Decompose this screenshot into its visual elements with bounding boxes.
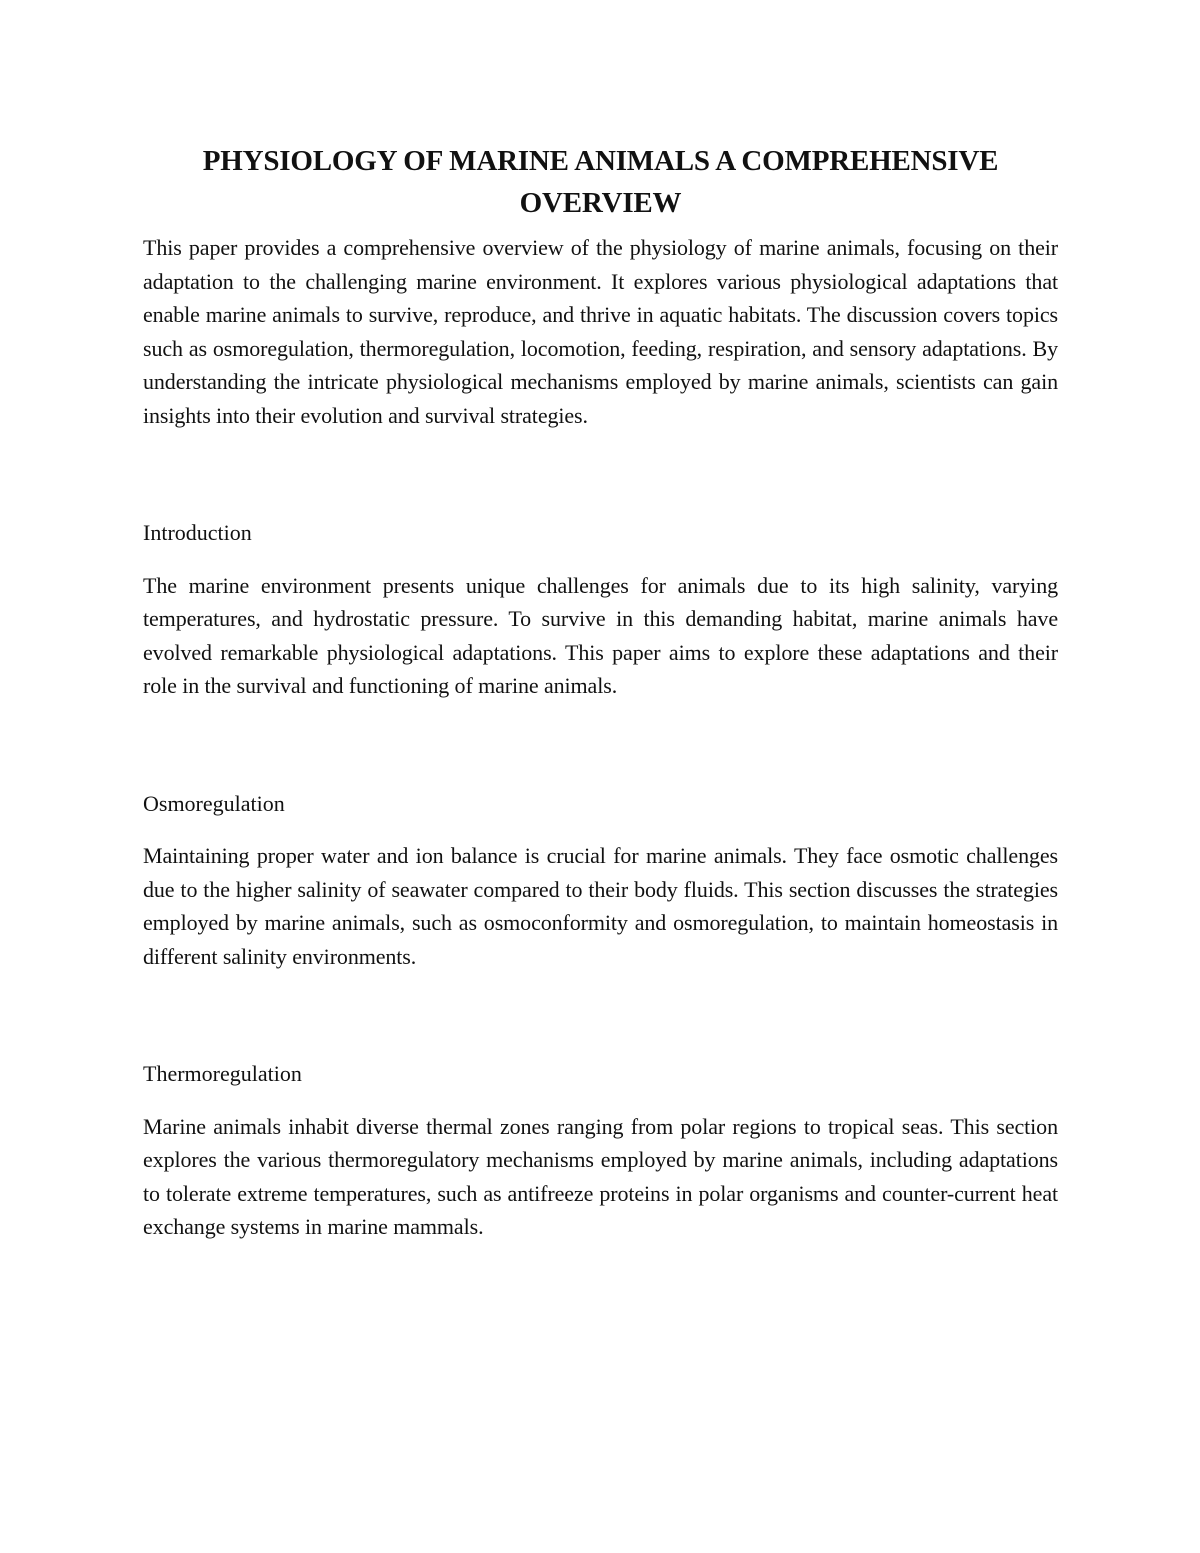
section-heading-thermoregulation: Thermoregulation <box>143 1061 302 1086</box>
section-heading-introduction: Introduction <box>143 520 252 545</box>
section-body-introduction: The marine environment presents unique challenges for animals due to its high salinity, varying temperatures, and hydrostatic pressure. To survive in this demanding habitat, marine animals have evolved remarkable physiological adaptations. This paper aims to explore these adaptations and their role in the survival and functioning of marine animals. <box>143 572 1058 698</box>
paper-page <box>143 140 1058 1244</box>
section-body-thermoregulation: Marine animals inhabit diverse thermal zones ranging from polar regions to tropical seas. This section explores the various thermoregulatory mechanisms employed by marine animals, including adaptations to tolerate extreme temperatures, such as antifreeze proteins in polar organisms and counter-current heat exchange systems in marine mammals. <box>143 1113 1058 1239</box>
section-body-osmoregulation: Maintaining proper water and ion balance is crucial for marine animals. They face osmotic challenges due to the higher salinity of seawater compared to their body fluids. This section discusses the strategies employed by marine animals, such as osmoconformity and osmoregulation, to maintain homeostasis in different salinity environments. <box>143 843 1058 969</box>
abstract-paragraph: This paper provides a comprehensive overview of the physiology of marine animals, focusing on their adaptation to the challenging marine environment. It explores various physiological adaptations that enable marine animals to survive, reproduce, and thrive in aquatic habitats. The discussion covers topics such as osmoregulation, thermoregulation, locomotion, feeding, respiration, and sensory adaptations. By understanding the intricate physiological mechanisms employed by marine animals, scientists can gain insights into their evolution and survival strategies. <box>143 235 1058 428</box>
section-heading-osmoregulation: Osmoregulation <box>143 790 285 816</box>
paper-title: PHYSIOLOGY OF MARINE ANIMALS A COMPREHENSIVE OVERVIEW <box>202 145 999 219</box>
